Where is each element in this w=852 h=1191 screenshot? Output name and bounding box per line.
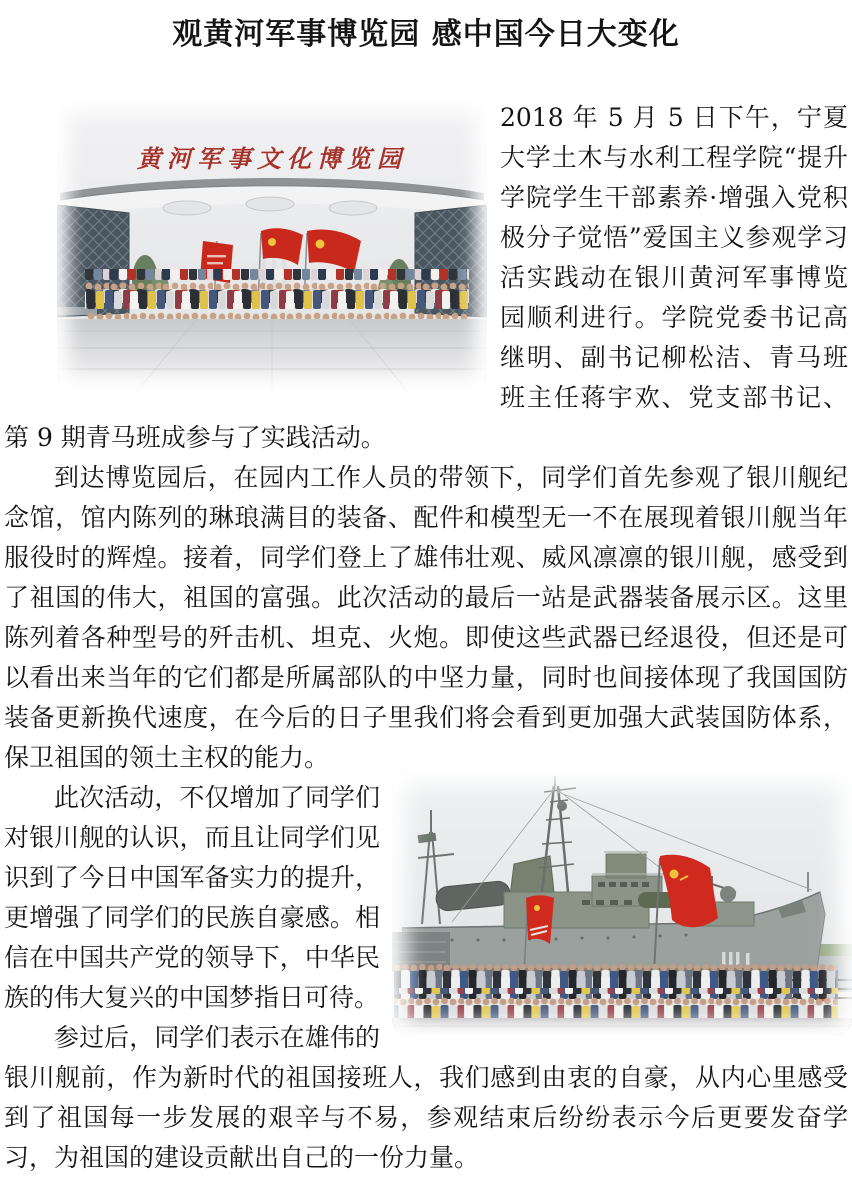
paragraph-visit-text: 到达博览园后，在园内工作人员的带领下，同学们首先参观了银川舰纪念馆，馆内陈列的琳琅满目的装备、配件和模型无一不在展现着银川舰当年服役时的辉煌。接着，同学们登上了雄伟壮观、威风凛凛的银川舰，感受到了祖国的伟大，祖国的富强。此次活动的最后一站是武器装备展示区。这里陈列着各种型号的歼击机、坦克、火炮。即使这些武器已经退役，但还是可以看出来当年的它们都是所属部队的中坚力量，同时也间接体现了我国国防装备更新换代速度，在今后的日子里我们将会看到更加强大武装国防体系，保卫祖国的领土主权的能力。 — [4, 463, 848, 772]
page — [0, 12, 852, 1191]
paragraph-intro-text: 2018 年 5 月 5 日下午，宁夏大学土木与水利工程学院“提升学院学生干部素养·增强入党积极分子觉悟”爱国主义参观学习活实践动在银川黄河军事博览园顺利进行。学院党委书记高继明、副书记柳松洁、青马班班主任蒋宇欢、党支部书记、第 9 期青马班成参与了实践活动。 — [4, 103, 848, 452]
crowd-figures — [394, 964, 838, 1020]
paragraph-visit — [4, 458, 848, 778]
document-page — [0, 12, 852, 1191]
pier-ground — [392, 1018, 852, 1036]
expo-photo-illustration — [57, 101, 487, 391]
paragraph-closing — [4, 1018, 848, 1178]
paragraph-reflection-text: 此次活动，不仅增加了同学们对银川舰的认识，而且让同学们见识到了今日中国军备实力的提升，更增强了同学们的民族自豪感。相信在中国共产党的领导下，中华民族的伟大复兴的中国梦指日可待。 — [4, 783, 380, 1012]
paragraph-reflection — [4, 778, 848, 1018]
photo-warship-group — [392, 772, 852, 1036]
paragraph-intro — [4, 98, 848, 458]
crowd-figures — [85, 269, 469, 319]
photo-expo-group — [57, 101, 487, 391]
expo-sign-text: 黄河军事文化博览园 — [137, 144, 407, 173]
article-body — [0, 98, 852, 1178]
warship-photo-illustration — [392, 772, 852, 1036]
article-title: 观黄河军事博览园 感中国今日大变化 — [172, 17, 680, 52]
paragraph-closing-text: 参过后，同学们表示在雄伟的银川舰前，作为新时代的祖国接班人，我们感到由衷的自豪，从内心里感受到了祖国每一步发展的艰辛与不易，参观结束后纷纷表示今后更要发奋学习，为祖国的建设贡献出自己的一份力量。 — [4, 1023, 848, 1172]
